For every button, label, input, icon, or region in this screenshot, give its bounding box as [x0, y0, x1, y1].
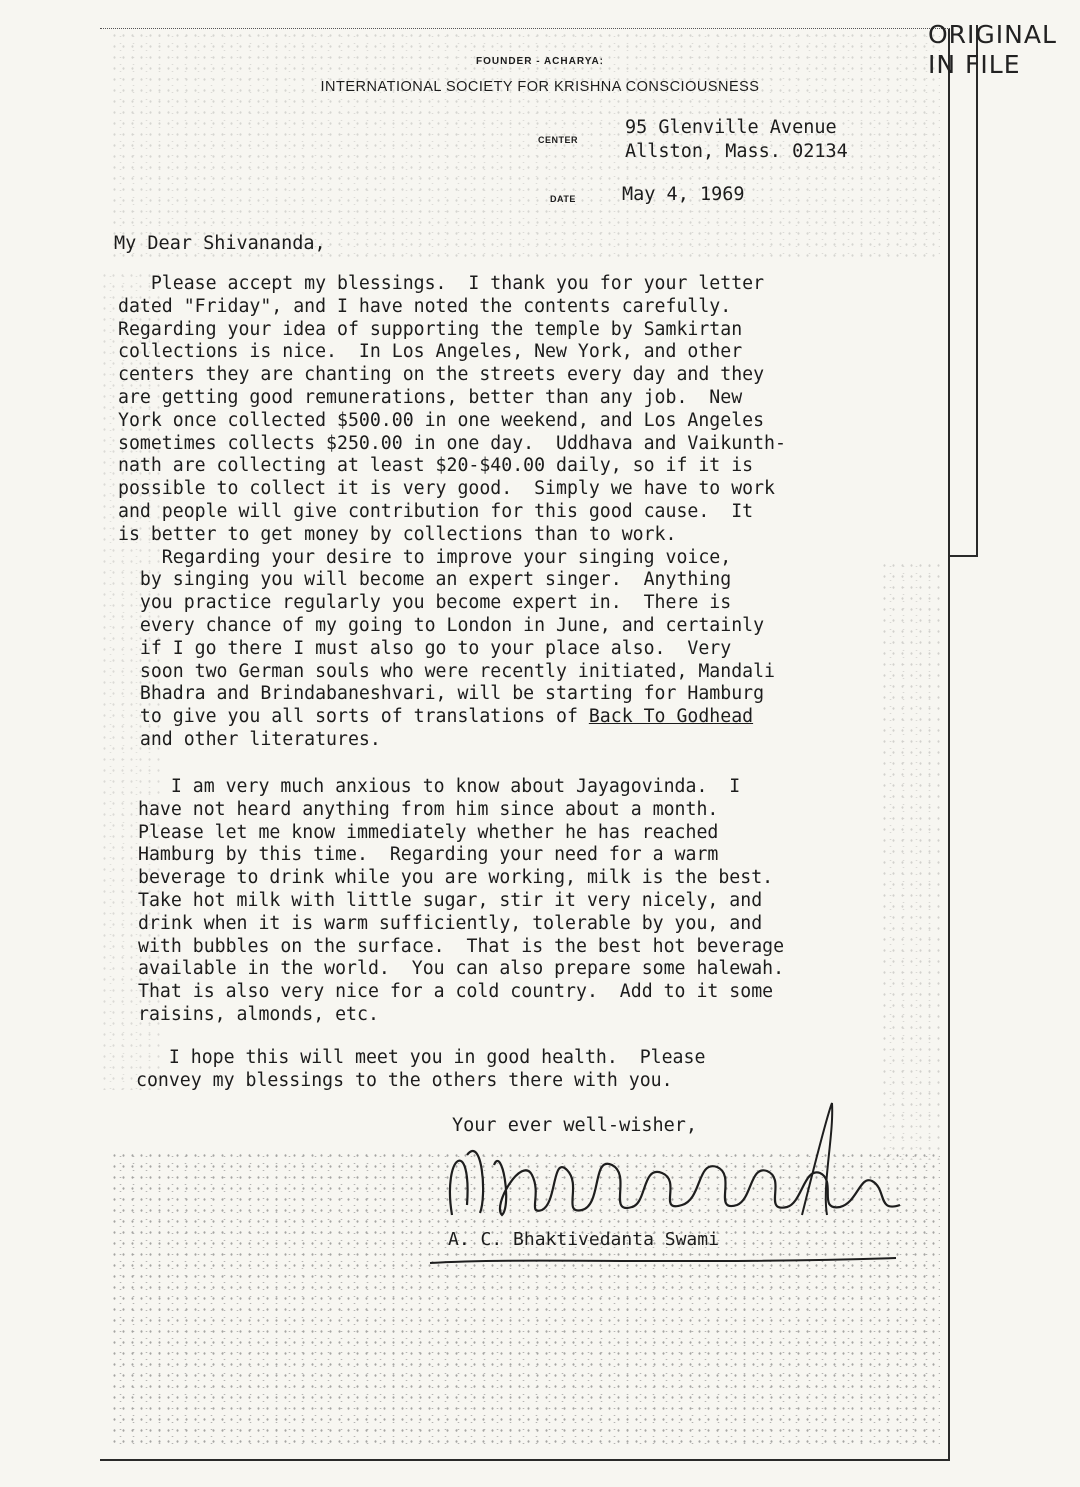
letter-line: sometimes collects $250.00 in one day. Uddhava and Vaikunth- [118, 432, 786, 454]
letter-line: Take hot milk with little sugar, stir it very nicely, and [138, 889, 763, 911]
letter-line: Please let me know immediately whether he has reached [138, 821, 719, 843]
paragraph-1-last-line: and other literatures. [118, 728, 381, 750]
center-address [625, 116, 848, 164]
letterhead-society: INTERNATIONAL SOCIETY FOR KRISHNA CONSCIOUSNESS [320, 79, 760, 95]
letter-line: have not heard anything from him since about a month. [138, 798, 719, 820]
address-line-1: 95 Glenville Avenue [625, 117, 837, 138]
letter-line: convey my blessings to the others there with you. [136, 1069, 673, 1091]
stamp-line-1: ORIGINAL [928, 20, 1057, 49]
letter-line: is better to get money by collections than to work. [118, 523, 677, 545]
paragraph-1-lines [118, 273, 786, 727]
signature-underline [428, 1255, 898, 1267]
letter-line: possible to collect it is very good. Simply we have to work [118, 478, 775, 500]
letter-line: with bubbles on the surface. That is the best hot beverage [138, 935, 785, 957]
letter-line: if I go there I must also go to your place also. Very [118, 637, 732, 659]
center-label: CENTER [538, 135, 579, 145]
letter-line: I am very much anxious to know about Jayagovinda. I [138, 776, 741, 797]
paragraph-3 [136, 1047, 705, 1093]
letter-line: York once collected $500.00 in one weekend, and Los Angeles [118, 409, 765, 431]
paragraph-2 [138, 776, 784, 1027]
book-title-underlined: Back To Godhead [588, 706, 754, 728]
frame-step-line [948, 555, 976, 557]
closing: Your ever well-wisher, [452, 1115, 698, 1136]
letter-line: Hamburg by this time. Regarding your need for a warm [138, 844, 719, 866]
letter-line: to give you all sorts of translations of [118, 706, 589, 728]
paragraph-1 [118, 273, 786, 752]
letter-line: collections is nice. In Los Angeles, New York, and other [118, 341, 743, 363]
letter-line: you practice regularly you become expert in. There is [118, 592, 732, 614]
letter-line: available in the world. You can also prepare some halewah. [138, 958, 785, 980]
letterhead-founder: FOUNDER - ACHARYA: [476, 56, 604, 67]
letter-date: May 4, 1969 [622, 184, 745, 205]
letter-line: centers they are chanting on the streets every day and they [118, 364, 765, 386]
letter-line: I hope this will meet you in good health. Please [136, 1047, 706, 1068]
letter-line: beverage to drink while you are working, milk is the best. [138, 867, 774, 889]
paragraph-3-lines [136, 1047, 705, 1091]
letter-line: Bhadra and Brindabaneshvari, will be starting for Hamburg [118, 683, 765, 705]
letter-line: Regarding your desire to improve your singing voice, [118, 546, 732, 568]
letter-line: are getting good remunerations, better than any job. New [118, 386, 743, 408]
date-label: DATE [550, 194, 576, 204]
letter-line: nath are collecting at least $20-$40.00 daily, so if it is [118, 455, 754, 477]
stamp-line-2: IN FILE [928, 50, 1021, 79]
letter-line: dated "Friday", and I have noted the contents carefully. [118, 295, 732, 317]
paragraph-2-lines [138, 776, 784, 1025]
letter-line: soon two German souls who were recently initiated, Mandali [118, 660, 775, 682]
handwritten-signature [432, 1095, 912, 1245]
letter-line: drink when it is warm sufficiently, tolerable by you, and [138, 912, 763, 934]
salutation: My Dear Shivananda, [114, 233, 326, 254]
signer-name: A. C. Bhaktivedanta Swami [448, 1229, 719, 1250]
address-line-2: Allston, Mass. 02134 [625, 141, 848, 162]
letter-line: That is also very nice for a cold country. Add to it some [138, 981, 774, 1003]
letter-line: Regarding your idea of supporting the temple by Samkirtan [118, 318, 743, 340]
letter-line: Please accept my blessings. I thank you for your letter [118, 273, 765, 294]
letter-line: by singing you will become an expert singer. Anything [118, 569, 732, 591]
letter-line: every chance of my going to London in June, and certainly [118, 614, 765, 636]
frame-step-vertical [976, 25, 978, 557]
letter-line: and people will give contribution for this good cause. It [118, 500, 754, 522]
letter-line: raisins, almonds, etc. [138, 1003, 379, 1025]
original-in-file-stamp [928, 20, 1073, 80]
background-watermark-left [0, 35, 43, 81]
